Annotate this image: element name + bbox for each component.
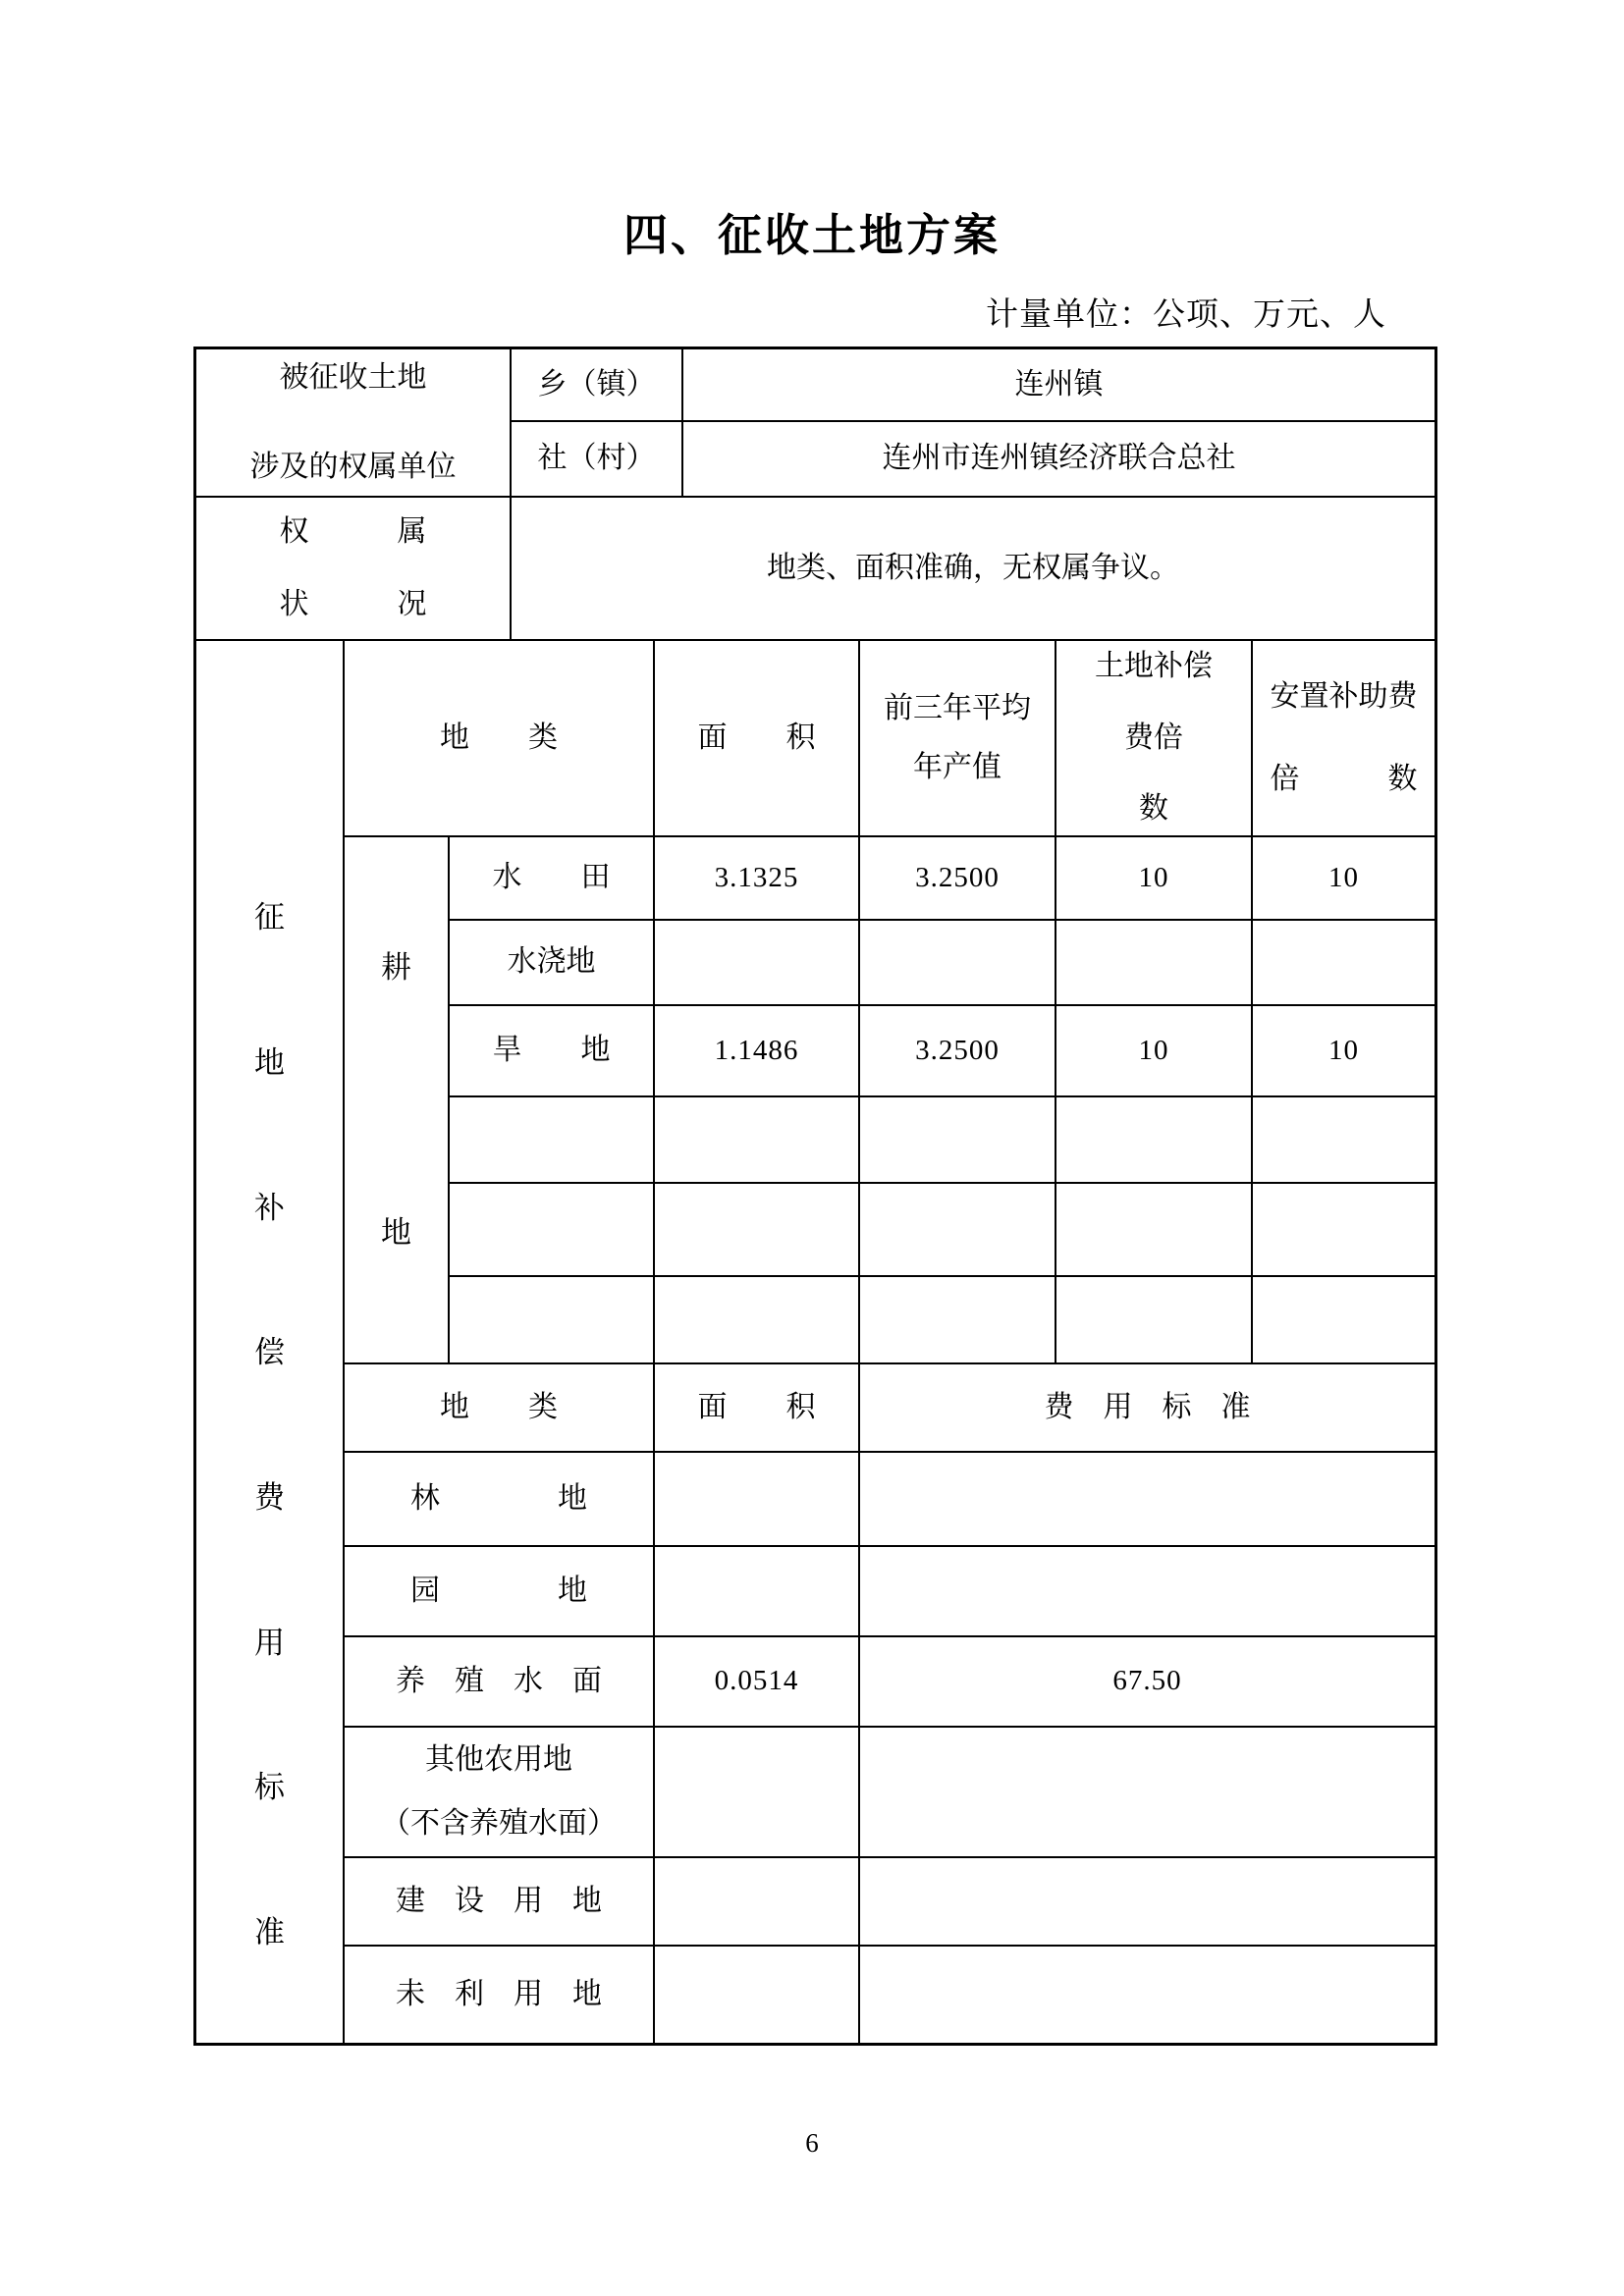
cultivated-land-char: 地 bbox=[381, 1214, 411, 1250]
cultivated-land-label bbox=[345, 837, 448, 1362]
paddy-area-value: 3.1325 bbox=[655, 837, 858, 919]
irrigated-output-value bbox=[860, 921, 1055, 1004]
empty-row-label bbox=[450, 1184, 653, 1275]
header-land-type: 地 类 bbox=[345, 641, 653, 835]
forest-area-value bbox=[655, 1453, 858, 1545]
side-label-char: 偿 bbox=[254, 1335, 285, 1370]
empty-row-label bbox=[450, 1277, 653, 1362]
cultivated-land-char: 耕 bbox=[381, 949, 411, 985]
page-title: 四、征收土地方案 bbox=[623, 211, 1001, 260]
side-label-char: 标 bbox=[254, 1770, 285, 1805]
compensation-side-label bbox=[196, 641, 343, 2043]
empty-cell bbox=[1056, 1277, 1251, 1362]
empty-cell bbox=[1253, 1277, 1435, 1362]
township-value: 连州镇 bbox=[683, 349, 1435, 420]
irrigated-land-multiple bbox=[1056, 921, 1251, 1004]
dry-land-label: 旱 地 bbox=[450, 1006, 653, 1095]
dry-output-value: 3.2500 bbox=[860, 1006, 1055, 1095]
side-label-char: 地 bbox=[254, 1045, 285, 1081]
garden-area-value bbox=[655, 1547, 858, 1635]
empty-cell bbox=[860, 1184, 1055, 1275]
dry-resettle-multiple: 10 bbox=[1253, 1006, 1435, 1095]
unused-land-label: 未 利 用 地 bbox=[345, 1947, 653, 2043]
other-farmland-area-value bbox=[655, 1728, 858, 1856]
ownership-units-label bbox=[196, 349, 510, 496]
irrigated-land-label: 水浇地 bbox=[450, 921, 653, 1004]
unused-fee-value bbox=[860, 1947, 1435, 2043]
header-resettle-line2: 倍 数 bbox=[1270, 763, 1418, 795]
township-label: 乡（镇） bbox=[512, 349, 681, 420]
empty-cell bbox=[1253, 1184, 1435, 1275]
empty-cell bbox=[655, 1097, 858, 1182]
side-label-char: 征 bbox=[254, 900, 285, 935]
header-avg-output-line1: 前三年平均 bbox=[884, 691, 1031, 724]
header2-area: 面 积 bbox=[655, 1364, 858, 1451]
forest-land-label: 林 地 bbox=[345, 1453, 653, 1545]
paddy-land-multiple: 10 bbox=[1056, 837, 1251, 919]
side-label-char: 准 bbox=[254, 1914, 285, 1949]
construction-land-label: 建 设 用 地 bbox=[345, 1858, 653, 1945]
side-label-char: 用 bbox=[254, 1625, 285, 1660]
aquaculture-fee-value: 67.50 bbox=[860, 1637, 1435, 1726]
land-acquisition-table bbox=[193, 347, 1437, 2046]
empty-cell bbox=[1253, 1097, 1435, 1182]
aquaculture-area-value: 0.0514 bbox=[655, 1637, 858, 1726]
other-farmland-label bbox=[345, 1728, 653, 1856]
construction-area-value bbox=[655, 1858, 858, 1945]
irrigated-area-value bbox=[655, 921, 858, 1004]
garden-land-label: 园 地 bbox=[345, 1547, 653, 1635]
side-label-char: 补 bbox=[254, 1190, 285, 1225]
header-land-comp-line2: 费倍 bbox=[1124, 721, 1183, 754]
ownership-status-label-line2: 状 况 bbox=[279, 588, 427, 620]
ownership-status-value: 地类、面积准确，无权属争议。 bbox=[512, 498, 1435, 639]
header-land-comp-line1: 土地补偿 bbox=[1095, 650, 1213, 683]
header-area: 面 积 bbox=[655, 641, 858, 835]
paddy-output-value: 3.2500 bbox=[860, 837, 1055, 919]
empty-cell bbox=[655, 1277, 858, 1362]
empty-cell bbox=[655, 1184, 858, 1275]
dry-land-multiple: 10 bbox=[1056, 1006, 1251, 1095]
irrigated-resettle-multiple bbox=[1253, 921, 1435, 1004]
header-land-comp-multiple bbox=[1056, 641, 1251, 835]
construction-fee-value bbox=[860, 1858, 1435, 1945]
other-farmland-fee-value bbox=[860, 1728, 1435, 1856]
header-land-comp-line3: 数 bbox=[1139, 792, 1168, 826]
header-resettle-line1: 安置补助费 bbox=[1270, 679, 1418, 713]
empty-cell bbox=[860, 1277, 1055, 1362]
header-resettle-multiple bbox=[1253, 641, 1435, 835]
unused-area-value bbox=[655, 1947, 858, 2043]
header-avg-output-line2: 年产值 bbox=[913, 751, 1001, 783]
header2-land-type: 地 类 bbox=[345, 1364, 653, 1451]
village-value: 连州市连州镇经济联合总社 bbox=[683, 422, 1435, 496]
ownership-units-label-line2: 涉及的权属单位 bbox=[249, 450, 457, 483]
ownership-units-label-line1: 被征收土地 bbox=[279, 361, 427, 394]
dry-area-value: 1.1486 bbox=[655, 1006, 858, 1095]
garden-fee-value bbox=[860, 1547, 1435, 1635]
forest-fee-value bbox=[860, 1453, 1435, 1545]
page-number: 6 bbox=[805, 2128, 819, 2158]
paddy-field-label: 水 田 bbox=[450, 837, 653, 919]
empty-cell bbox=[860, 1097, 1055, 1182]
header2-fee-standard: 费 用 标 准 bbox=[860, 1364, 1435, 1451]
aquaculture-label: 养 殖 水 面 bbox=[345, 1637, 653, 1726]
empty-cell bbox=[1056, 1184, 1251, 1275]
header-avg-output bbox=[860, 641, 1055, 835]
other-farmland-label-line2: （不含养殖水面） bbox=[381, 1806, 617, 1840]
village-label: 社（村） bbox=[512, 422, 681, 496]
empty-row-label bbox=[450, 1097, 653, 1182]
empty-cell bbox=[1056, 1097, 1251, 1182]
ownership-status-label-line1: 权 属 bbox=[279, 514, 427, 548]
ownership-status-label bbox=[196, 498, 510, 639]
side-label-char: 费 bbox=[254, 1480, 285, 1515]
other-farmland-label-line1: 其他农用地 bbox=[425, 1743, 572, 1776]
paddy-resettle-multiple: 10 bbox=[1253, 837, 1435, 919]
unit-note: 计量单位：公项、万元、人 bbox=[986, 297, 1386, 333]
